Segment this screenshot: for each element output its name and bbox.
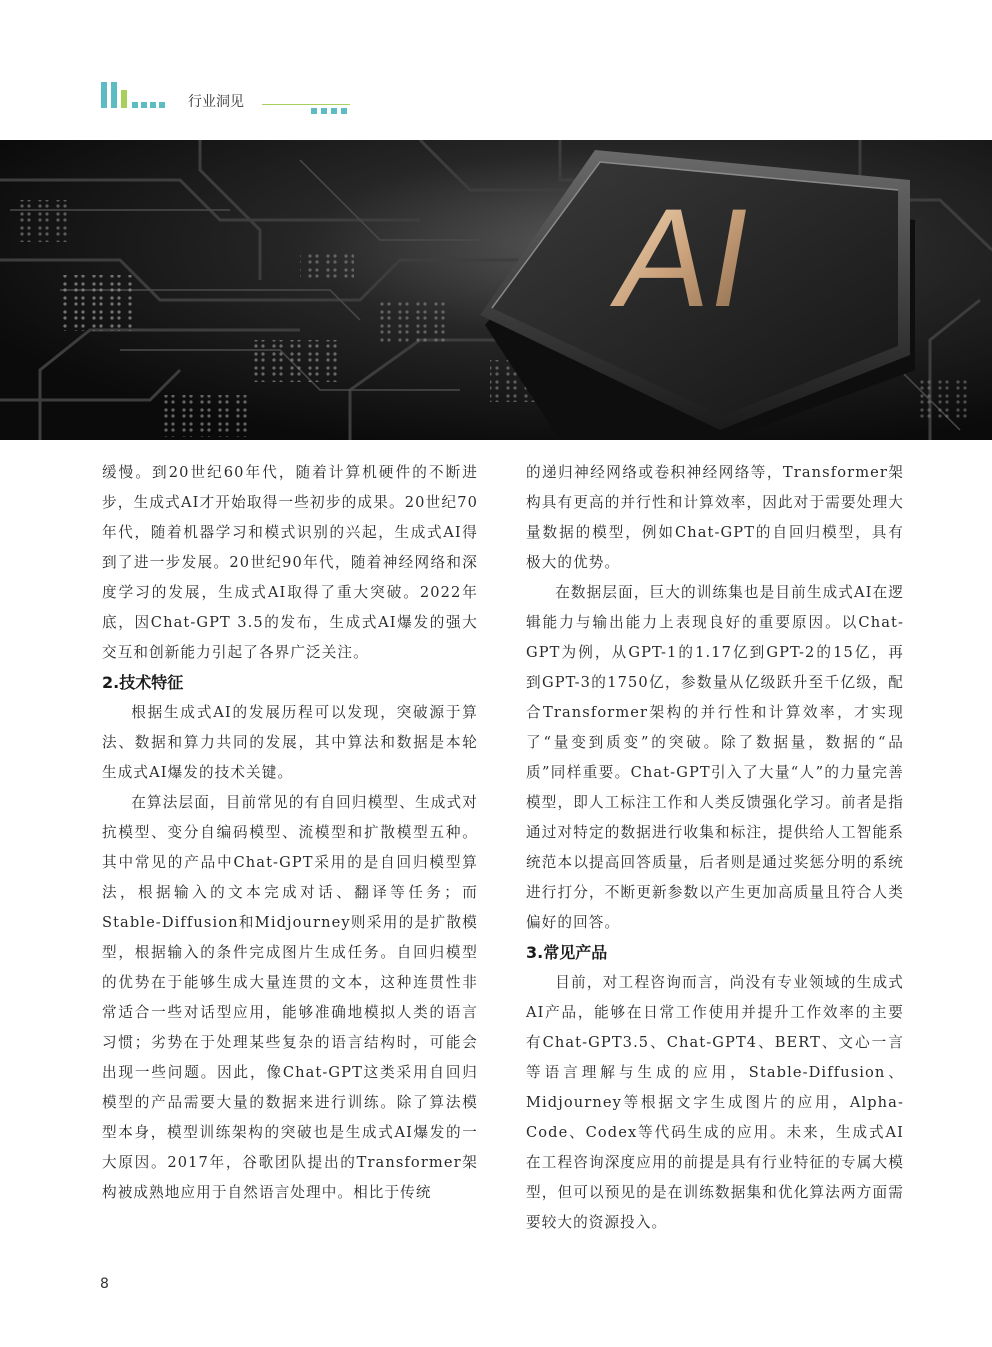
page-number: 8 (100, 1276, 109, 1292)
chip-label: AI (604, 178, 765, 336)
paragraph: 缓慢。到20世纪60年代，随着计算机硬件的不断进步，生成式AI才开始取得一些初步的成果。20世纪70年代，随着机器学习和模式识别的兴起，生成式AI得到了进一步发展。20世纪90年代，随着神经网络和深度学习的发展，生成式AI取得了重大突破。2022年底，因Chat-GPT 3.5的发布，生成式AI爆发的强大交互和创新能力引起了各界广泛关注。 (102, 464, 478, 661)
header-rule-dots (311, 108, 351, 116)
paragraph: 目前，对工程咨询而言，尚没有专业领域的生成式AI产品，能够在日常工作使用并提升工作效率的主要有Chat-GPT3.5、Chat-GPT4、BERT、文心一言等语言理解与生成的应用，Stable-Diffusion、Midjourney等根据文字生成图片的应用，Alpha-Code、Codex等代码生成的应用。未来，生成式AI在工程咨询深度应用的前提是具有行业特征的专属大模型，但可以预见的是在训练数据集和优化算法两方面需要较大的资源投入。 (526, 974, 904, 1231)
ai-chip-illustration (0, 140, 992, 440)
page-header (0, 0, 992, 140)
section-title: 行业洞见 (188, 94, 244, 110)
section-heading: 2.技术特征 (102, 673, 184, 692)
paragraph: 在数据层面，巨大的训练集也是目前生成式AI在逻辑能力与输出能力上表现良好的重要原因。以Chat-GPT为例，从GPT-1的1.17亿到GPT-2的15亿，再到GPT-3的1750亿，参数量从亿级跃升至千亿级，配合Transformer架构的并行性和计算效率，才实现了“量变到质变”的突破。除了数据量，数据的“品质”同样重要。Chat-GPT引入了大量“人”的力量完善模型，即人工标注工作和人类反馈强化学习。前者是指通过对特定的数据进行收集和标注，提供给人工智能系统范本以提高回答质量，后者则是通过奖惩分明的系统进行打分，不断更新参数以产生更加高质量且符合人类偏好的回答。 (526, 584, 904, 931)
paragraph: 在算法层面，目前常见的有自回归模型、生成式对抗模型、变分自编码模型、流模型和扩散模型五种。其中常见的产品中Chat-GPT采用的是自回归模型算法，根据输入的文本完成对话、翻译等任务；而Stable-Diffusion和Midjourney则采用的是扩散模型，根据输入的条件完成图片生成任务。自回归模型的优势在于能够生成大量连贯的文本，这种连贯性非常适合一些对话型应用，能够准确地模拟人类的语言习惯；劣势在于处理某些复杂的语言结构时，可能会出现一些问题。因此，像Chat-GPT这类采用自回归模型的产品需要大量的数据来进行训练。除了算法模型本身，模型训练架构的突破也是生成式AI爆发的一大原因。2017年，谷歌团队提出的Transformer架构被成熟地应用于自然语言处理中。相比于传统 (102, 794, 478, 1201)
paragraph: 的递归神经网络或卷积神经网络等，Transformer架构具有更高的并行性和计算效率，因此对于需要处理大量数据的模型，例如Chat-GPT的自回归模型，具有极大的优势。 (526, 464, 904, 571)
right-column (526, 458, 904, 1238)
header-rule (262, 104, 350, 105)
section-heading: 3.常见产品 (526, 943, 608, 962)
left-column (102, 458, 478, 1208)
paragraph: 根据生成式AI的发展历程可以发现，突破源于算法、数据和算力共同的发展，其中算法和数据是本轮生成式AI爆发的技术关键。 (102, 704, 478, 781)
magazine-logo-icon (101, 78, 171, 108)
hero-image (0, 140, 992, 440)
